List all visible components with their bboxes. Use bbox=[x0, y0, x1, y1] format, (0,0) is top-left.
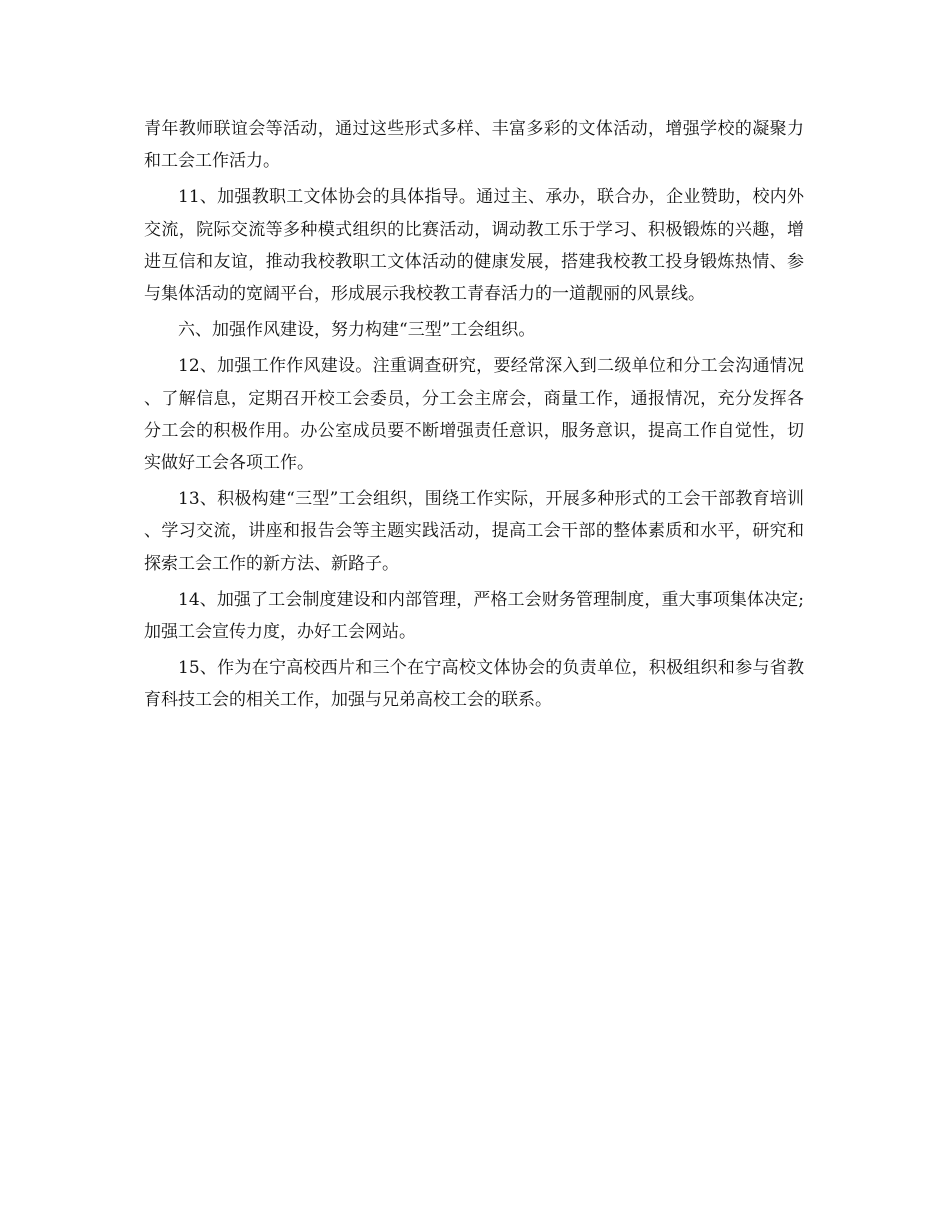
paragraph-item-15: 15、作为在宁高校西片和三个在宁高校文体协会的负责单位，积极组织和参与省教育科技工会的相关工作，加强与兄弟高校工会的联系。 bbox=[144, 658, 804, 711]
section-heading-6: 六、加强作风建设，努力构建“三型”工会组织。 bbox=[178, 320, 536, 341]
document-page bbox=[144, 113, 804, 721]
paragraph-item-11: 11、加强教职工文体协会的具体指导。通过主、承办，联合办，企业赞助，校内外交流，院际交流等多种模式组织的比赛活动，调动教工乐于学习、积极锻炼的兴趣，增进互信和友谊，推动我校教职工文体活动的健康发展，搭建我校教工投身锻炼热情、参与集体活动的宽阔平台，形成展示我校教工青春活力的一道靓丽的风景线。 bbox=[144, 187, 804, 305]
paragraph-item-12: 12、加强工作作风建设。注重调查研究，要经常深入到二级单位和分工会沟通情况、了解信息，定期召开校工会委员，分工会主席会，商量工作，通报情况，充分发挥各分工会的积极作用。办公室成员要不断增强责任意识，服务意识，提高工作自觉性，切实做好工会各项工作。 bbox=[144, 356, 804, 474]
paragraph-item-13: 13、积极构建“三型”工会组织，围绕工作实际，开展多种形式的工会干部教育培训、学习交流，讲座和报告会等主题实践活动，提高工会干部的整体素质和水平，研究和探索工会工作的新方法、新路子。 bbox=[144, 489, 804, 574]
paragraph-item-14: 14、加强了工会制度建设和内部管理，严格工会财务管理制度，重大事项集体决定;加强工会宣传力度，办好工会网站。 bbox=[144, 589, 804, 643]
paragraph-continuation: 青年教师联谊会等活动，通过这些形式多样、丰富多彩的文体活动，增强学校的凝聚力和工会工作活力。 bbox=[144, 119, 804, 172]
